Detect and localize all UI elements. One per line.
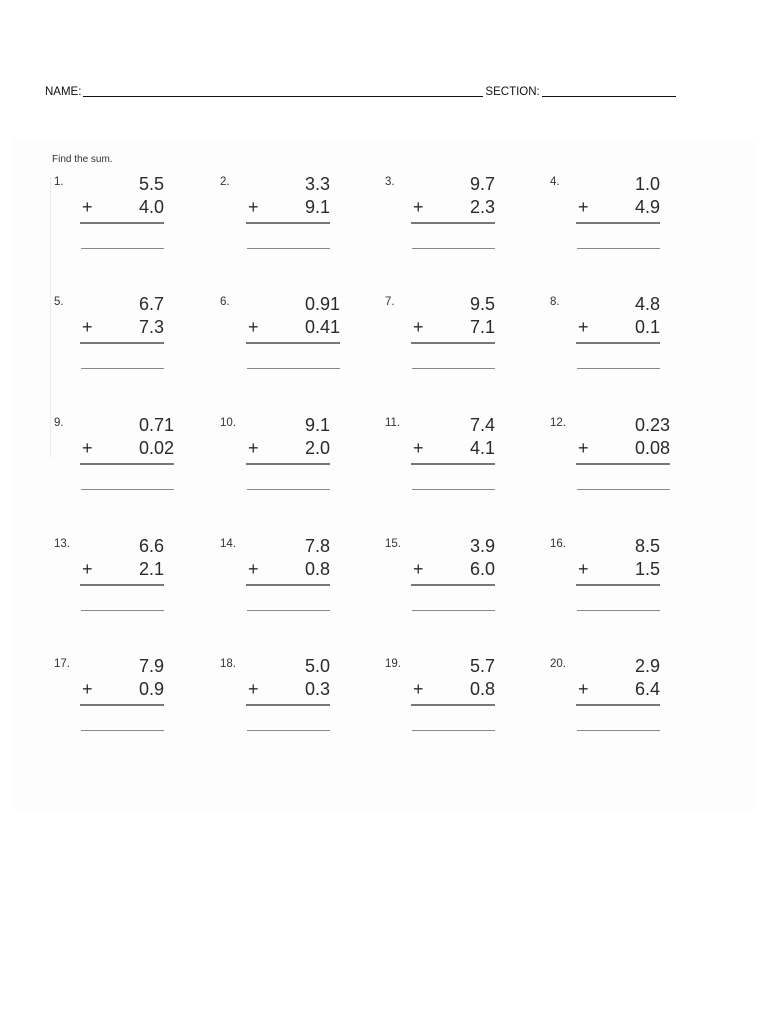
second-addend: 0.41 xyxy=(304,317,340,337)
first-addend: 9.5 xyxy=(469,294,495,314)
header-line xyxy=(45,85,678,98)
second-addend: 0.1 xyxy=(634,317,660,337)
first-addend: 5.5 xyxy=(138,174,164,194)
section-blank[interactable] xyxy=(542,85,676,97)
addend-row xyxy=(246,318,340,344)
plus-sign: + xyxy=(578,317,589,337)
answer-blank[interactable] xyxy=(81,610,164,611)
addend-row xyxy=(411,198,495,224)
second-addend: 0.8 xyxy=(304,559,330,579)
problem-number: 15. xyxy=(385,538,401,550)
plus-sign: + xyxy=(82,679,93,699)
plus-sign: + xyxy=(413,679,424,699)
problem-number: 20. xyxy=(550,658,566,670)
second-addend: 4.0 xyxy=(138,197,164,217)
first-addend: 7.9 xyxy=(138,656,164,676)
addend-row xyxy=(411,318,495,344)
first-addend: 0.71 xyxy=(138,415,174,435)
answer-blank[interactable] xyxy=(412,489,495,490)
answer-blank[interactable] xyxy=(577,610,660,611)
problem-item xyxy=(550,417,700,527)
name-label: NAME: xyxy=(45,86,82,98)
problem-number: 5. xyxy=(54,296,64,308)
problem-number: 10. xyxy=(220,417,236,429)
answer-blank[interactable] xyxy=(577,730,660,731)
answer-blank[interactable] xyxy=(81,248,164,249)
problem-item xyxy=(54,658,204,768)
first-addend: 2.9 xyxy=(634,656,660,676)
problem-item xyxy=(220,658,370,768)
plus-sign: + xyxy=(578,197,589,217)
problem-item xyxy=(54,538,204,648)
answer-blank[interactable] xyxy=(412,730,495,731)
addend-row xyxy=(411,439,495,465)
problem-number: 12. xyxy=(550,417,566,429)
problem-item xyxy=(550,176,700,286)
addend-row xyxy=(246,680,330,706)
problem-number: 18. xyxy=(220,658,236,670)
plus-sign: + xyxy=(248,438,259,458)
plus-sign: + xyxy=(578,438,589,458)
answer-blank[interactable] xyxy=(81,489,174,490)
first-addend: 0.91 xyxy=(304,294,340,314)
problem-item xyxy=(385,296,535,406)
worksheet-image xyxy=(14,138,754,810)
plus-sign: + xyxy=(248,197,259,217)
answer-blank[interactable] xyxy=(412,368,495,369)
addend-row xyxy=(246,439,330,465)
answer-blank[interactable] xyxy=(412,610,495,611)
problem-number: 14. xyxy=(220,538,236,550)
answer-blank[interactable] xyxy=(247,489,330,490)
problem-number: 3. xyxy=(385,176,395,188)
first-addend: 1.0 xyxy=(634,174,660,194)
addend-row xyxy=(576,198,660,224)
answer-blank[interactable] xyxy=(577,368,660,369)
second-addend: 0.8 xyxy=(469,679,495,699)
plus-sign: + xyxy=(82,438,93,458)
problem-number: 7. xyxy=(385,296,395,308)
second-addend: 2.1 xyxy=(138,559,164,579)
first-addend: 3.3 xyxy=(304,174,330,194)
first-addend: 0.23 xyxy=(634,415,670,435)
plus-sign: + xyxy=(413,317,424,337)
problem-number: 6. xyxy=(220,296,230,308)
first-addend: 5.7 xyxy=(469,656,495,676)
name-blank[interactable] xyxy=(83,85,483,97)
first-addend: 6.7 xyxy=(138,294,164,314)
second-addend: 4.1 xyxy=(469,438,495,458)
plus-sign: + xyxy=(248,317,259,337)
margin-dots xyxy=(50,178,53,458)
first-addend: 7.8 xyxy=(304,536,330,556)
addend-row xyxy=(246,198,330,224)
problem-number: 9. xyxy=(54,417,64,429)
first-addend: 9.1 xyxy=(304,415,330,435)
second-addend: 6.4 xyxy=(634,679,660,699)
plus-sign: + xyxy=(413,438,424,458)
addend-row xyxy=(80,560,164,586)
addend-row xyxy=(80,439,174,465)
problem-number: 4. xyxy=(550,176,560,188)
addend-row xyxy=(80,198,164,224)
second-addend: 0.3 xyxy=(304,679,330,699)
problem-number: 2. xyxy=(220,176,230,188)
answer-blank[interactable] xyxy=(247,368,340,369)
problem-number: 11. xyxy=(385,417,401,429)
plus-sign: + xyxy=(413,197,424,217)
addend-row xyxy=(80,680,164,706)
addend-row xyxy=(411,680,495,706)
problem-item xyxy=(550,296,700,406)
problem-item xyxy=(550,538,700,648)
plus-sign: + xyxy=(413,559,424,579)
problem-item xyxy=(220,176,370,286)
addend-row xyxy=(576,680,660,706)
addend-row xyxy=(411,560,495,586)
problem-item xyxy=(550,658,700,768)
answer-blank[interactable] xyxy=(247,248,330,249)
first-addend: 8.5 xyxy=(634,536,660,556)
plus-sign: + xyxy=(82,559,93,579)
second-addend: 0.02 xyxy=(138,438,174,458)
addend-row xyxy=(246,560,330,586)
first-addend: 4.8 xyxy=(634,294,660,314)
answer-blank[interactable] xyxy=(577,248,660,249)
problem-item xyxy=(385,417,535,527)
answer-blank[interactable] xyxy=(577,489,670,490)
addend-row xyxy=(576,560,660,586)
section-label: SECTION: xyxy=(485,86,540,98)
answer-blank[interactable] xyxy=(81,368,164,369)
problem-number: 13. xyxy=(54,538,70,550)
second-addend: 1.5 xyxy=(634,559,660,579)
first-addend: 9.7 xyxy=(469,174,495,194)
plus-sign: + xyxy=(578,559,589,579)
problem-item xyxy=(385,658,535,768)
second-addend: 6.0 xyxy=(469,559,495,579)
plus-sign: + xyxy=(82,317,93,337)
problem-number: 16. xyxy=(550,538,566,550)
problem-item xyxy=(54,417,204,527)
problem-item xyxy=(220,538,370,648)
plus-sign: + xyxy=(82,197,93,217)
answer-blank[interactable] xyxy=(247,730,330,731)
second-addend: 4.9 xyxy=(634,197,660,217)
second-addend: 2.0 xyxy=(304,438,330,458)
problem-item xyxy=(54,176,204,286)
second-addend: 0.9 xyxy=(138,679,164,699)
problem-number: 17. xyxy=(54,658,70,670)
first-addend: 7.4 xyxy=(469,415,495,435)
first-addend: 6.6 xyxy=(138,536,164,556)
plus-sign: + xyxy=(248,679,259,699)
second-addend: 2.3 xyxy=(469,197,495,217)
problem-item xyxy=(220,417,370,527)
instruction-text: Find the sum. xyxy=(52,154,113,165)
second-addend: 7.1 xyxy=(469,317,495,337)
answer-blank[interactable] xyxy=(247,610,330,611)
first-addend: 3.9 xyxy=(469,536,495,556)
problem-number: 19. xyxy=(385,658,401,670)
answer-blank[interactable] xyxy=(81,730,164,731)
first-addend: 5.0 xyxy=(304,656,330,676)
addend-row xyxy=(576,318,660,344)
problem-number: 8. xyxy=(550,296,560,308)
plus-sign: + xyxy=(578,679,589,699)
second-addend: 7.3 xyxy=(138,317,164,337)
addend-row xyxy=(576,439,670,465)
second-addend: 9.1 xyxy=(304,197,330,217)
problem-item xyxy=(54,296,204,406)
problem-item xyxy=(220,296,370,406)
problem-number: 1. xyxy=(54,176,64,188)
answer-blank[interactable] xyxy=(412,248,495,249)
addend-row xyxy=(80,318,164,344)
plus-sign: + xyxy=(248,559,259,579)
second-addend: 0.08 xyxy=(634,438,670,458)
problem-item xyxy=(385,538,535,648)
problem-item xyxy=(385,176,535,286)
